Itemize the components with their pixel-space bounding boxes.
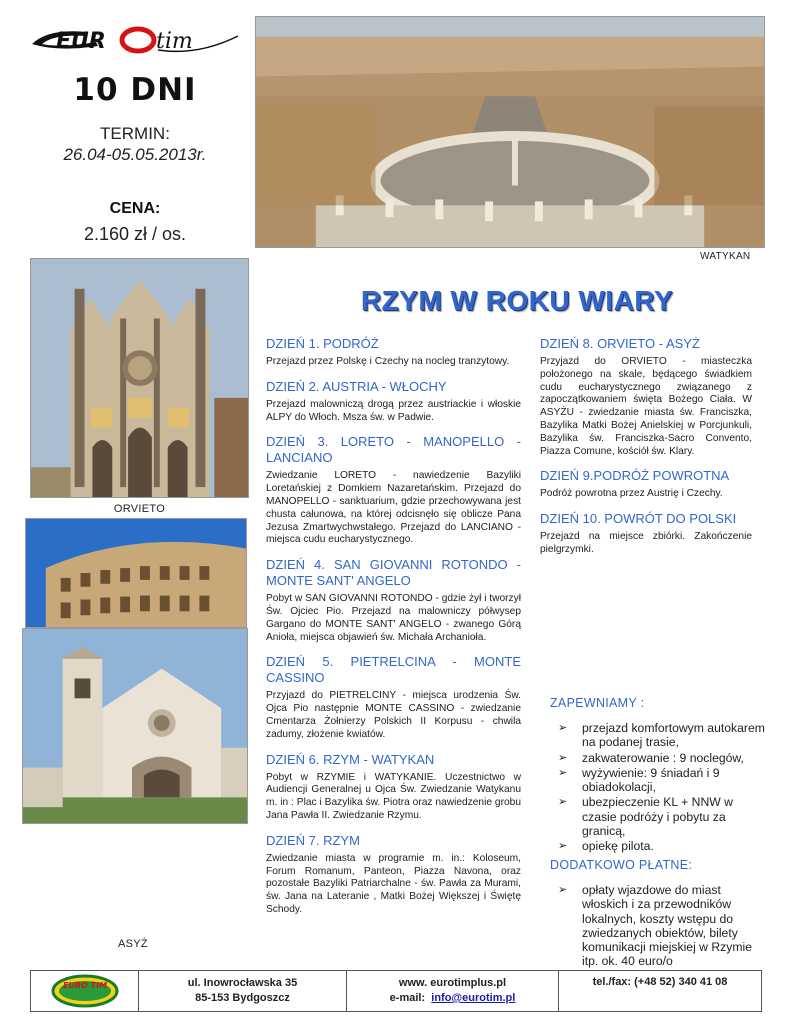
included-list: [550, 721, 770, 854]
address-city: 85-153 Bydgoszcz: [195, 992, 290, 1004]
day-10: [540, 511, 752, 557]
day-title: DZIEŃ 2. AUSTRIA - WŁOCHY: [266, 378, 447, 394]
email-link[interactable]: info@eurotim.pl: [431, 992, 516, 1004]
day-description: Podróż powrotna przez Austrię i Czechy.: [540, 488, 723, 500]
day-description: Pobyt w RZYMIE i WATYKANIE. Uczestnictwo w Audiencji Generalnej u Ojca Św. Zwiedzanie Watykanu m. in : Plac i Bazylika św. Piotra oraz nawiedzenie grobu Jana Pawła II. Zwiedzanie Rzymu.: [266, 771, 521, 821]
list-item: ➢ opiekę pilota.: [558, 839, 654, 854]
day-title: DZIEŃ 5. PIETRELCINA - MONTE CASSINO: [266, 654, 521, 686]
day-description: Przejazd malowniczą drogą przez austriackie i włoskie ALPY do Włoch. Msza św. w Padwie.: [266, 398, 521, 423]
footer-web: [347, 971, 559, 1011]
arrow-bullet-icon: ➢: [558, 796, 568, 809]
day-title: DZIEŃ 6. RZYM - WATYKAN: [266, 751, 435, 767]
day-title: DZIEŃ 7. RZYM: [266, 832, 360, 848]
arrow-bullet-icon: ➢: [558, 884, 568, 896]
footer-logo: [31, 971, 139, 1011]
day-description: Zwiedzanie LORETO - nawiedzenie Bazyliki Loretańskiej z Domkiem Nazaretańskim. Przejazd do MANOPELLO - sanktuarium, gdzie przechowywana jest chusta całunowa, na której odcisnęło się oblicze Pana Jezusa Zmartwychwstałego. Przejazd do LANCIANO - miejsca cudu eucharystycznego.: [266, 470, 521, 546]
day-description: Przejazd na miejsce zbiórki. Zakończenie pielgrzymki.: [540, 531, 752, 555]
list-item: ➢ zakwaterowanie : 9 noclegów,: [558, 750, 744, 765]
footer: [30, 970, 762, 1012]
price-label: CENA:: [109, 200, 161, 217]
colosseum-photo: [25, 518, 247, 628]
arrow-bullet-icon: ➢: [558, 766, 568, 779]
termin-label: TERMIN:: [100, 124, 170, 143]
day-title: DZIEŃ 8. ORVIETO - ASYŻ: [540, 336, 700, 351]
day-1: [266, 336, 521, 369]
day-description: Pobyt w SAN GIOVANNI ROTONDO - gdzie żył i tworzył Św. Ojciec Pio. Przejazd na malowniczy półwysep Gargano do MONTE SANT' ANGELO - zwanego Górą Anioła, miejsca objawień św. Michała Archanioła.: [266, 593, 521, 643]
included-services: [550, 696, 770, 855]
termin-dates: 26.04-05.05.2013r.: [63, 145, 207, 164]
included-title: ZAPEWNIAMY :: [550, 696, 645, 710]
assisi-photo: [22, 628, 248, 824]
list-item: ➢ opłaty wjazdowe do miast włoskich i za przewodników lokalnych, koszty wstępu do zwiedzanych obiektów, bilety komunikacji miejskiej w Rzymie itp. ok. 40 euro/o: [558, 883, 752, 969]
svg-text:tim: tim: [156, 29, 193, 54]
list-item: ➢ przejazd komfortowym autokarem na podanej trasie,: [558, 721, 765, 750]
footer-phone: tel./fax: (+48 52) 340 41 08: [592, 976, 728, 988]
itinerary-left-column: [266, 336, 521, 927]
itinerary-right-column: [540, 336, 752, 567]
footer-address: [139, 971, 347, 1011]
extra-costs-title: DODATKOWO PŁATNE:: [550, 858, 693, 872]
day-title: DZIEŃ 4. SAN GIOVANNI ROTONDO - MONTE SANT' ANGELO: [266, 557, 521, 589]
vatican-caption: WATYKAN: [700, 251, 751, 262]
website-link[interactable]: www. eurotimplus.pl: [398, 977, 507, 989]
list-item: ➢ wyżywienie: 9 śniadań i 9 obiadokolacji,: [558, 765, 720, 795]
day-9: [540, 468, 752, 501]
day-description: Zwiedzanie miasta w programie m. in.: Koloseum, Forum Romanum, Panteon, Piazza Navona, oraz pozostałe Bazyliki Patriarchalne - św. Pawła za Murami, św. Jana na Lateranie , Matki Bożej Większej i Świętę Schody.: [266, 852, 521, 915]
day-7: [266, 833, 521, 917]
main-heading: RZYM W ROKU WIARY: [360, 285, 674, 316]
vatican-photo: [255, 16, 765, 248]
trip-duration: 10 DNI: [73, 72, 197, 108]
day-5: [266, 654, 521, 741]
day-description: Przejazd przez Polskę i Czechy na nocleg tranzytowy.: [266, 356, 510, 367]
orvieto-photo: [30, 258, 249, 498]
arrow-bullet-icon: ➢: [558, 840, 568, 853]
day-title: DZIEŃ 10. POWRÓT DO POLSKI: [540, 511, 737, 527]
day-3: [266, 434, 521, 547]
extra-costs: [550, 858, 770, 970]
extra-costs-list: [550, 883, 770, 969]
price-value: 2.160 zł / os.: [83, 224, 187, 244]
day-2: [266, 379, 521, 425]
svg-text:EUR: EUR: [56, 29, 106, 54]
eurotim-logo: [28, 22, 243, 56]
day-6: [266, 752, 521, 823]
list-item: ➢ ubezpieczenie KL + NNW w czasie podróży i pobytu za granicą,: [558, 795, 733, 839]
day-title: DZIEŃ 3. LORETO - MANOPELLO - LANCIANO: [266, 434, 521, 466]
day-title: DZIEŃ 1. PODRÓŻ: [266, 336, 379, 351]
arrow-bullet-icon: ➢: [558, 722, 568, 734]
day-title: DZIEŃ 9.PODRÓŻ POWROTNA: [540, 468, 730, 484]
orvieto-caption: ORVIETO: [113, 503, 166, 515]
email-line: e-mail: info@eurotim.pl: [389, 992, 516, 1004]
day-description: Przyjazd do PIETRELCINY - miejsca urodzenia Św. Ojca Pio następnie MONTE CASSINO - zwiedzanie Cmentarza Żołnierzy Polskich II Korpusu - chwila zadumy, złożenie kwiatów.: [266, 690, 521, 740]
day-description: Przyjazd do ORVIETO - miasteczka położonego na skale, będącego świadkiem cudu eucharystycznego związanego z zapoczątkowaniem święta Bożego Ciała. W ASYŻU - zwiedzanie miasta św. Franciszka, Bazylika Matki Bożej Anielskiej w Porcjunkuli, Bazylika św. Franciszka-Sacro Convento, Piazza Comune, kościół św. Klary.: [540, 356, 752, 457]
assisi-caption: ASYŻ: [118, 938, 148, 950]
arrow-bullet-icon: ➢: [558, 751, 568, 764]
day-8: [540, 336, 752, 458]
address-street: ul. Inowrocławska 35: [187, 977, 298, 989]
svg-text:EURO TIM: EURO TIM: [62, 981, 107, 990]
day-4: [266, 557, 521, 644]
